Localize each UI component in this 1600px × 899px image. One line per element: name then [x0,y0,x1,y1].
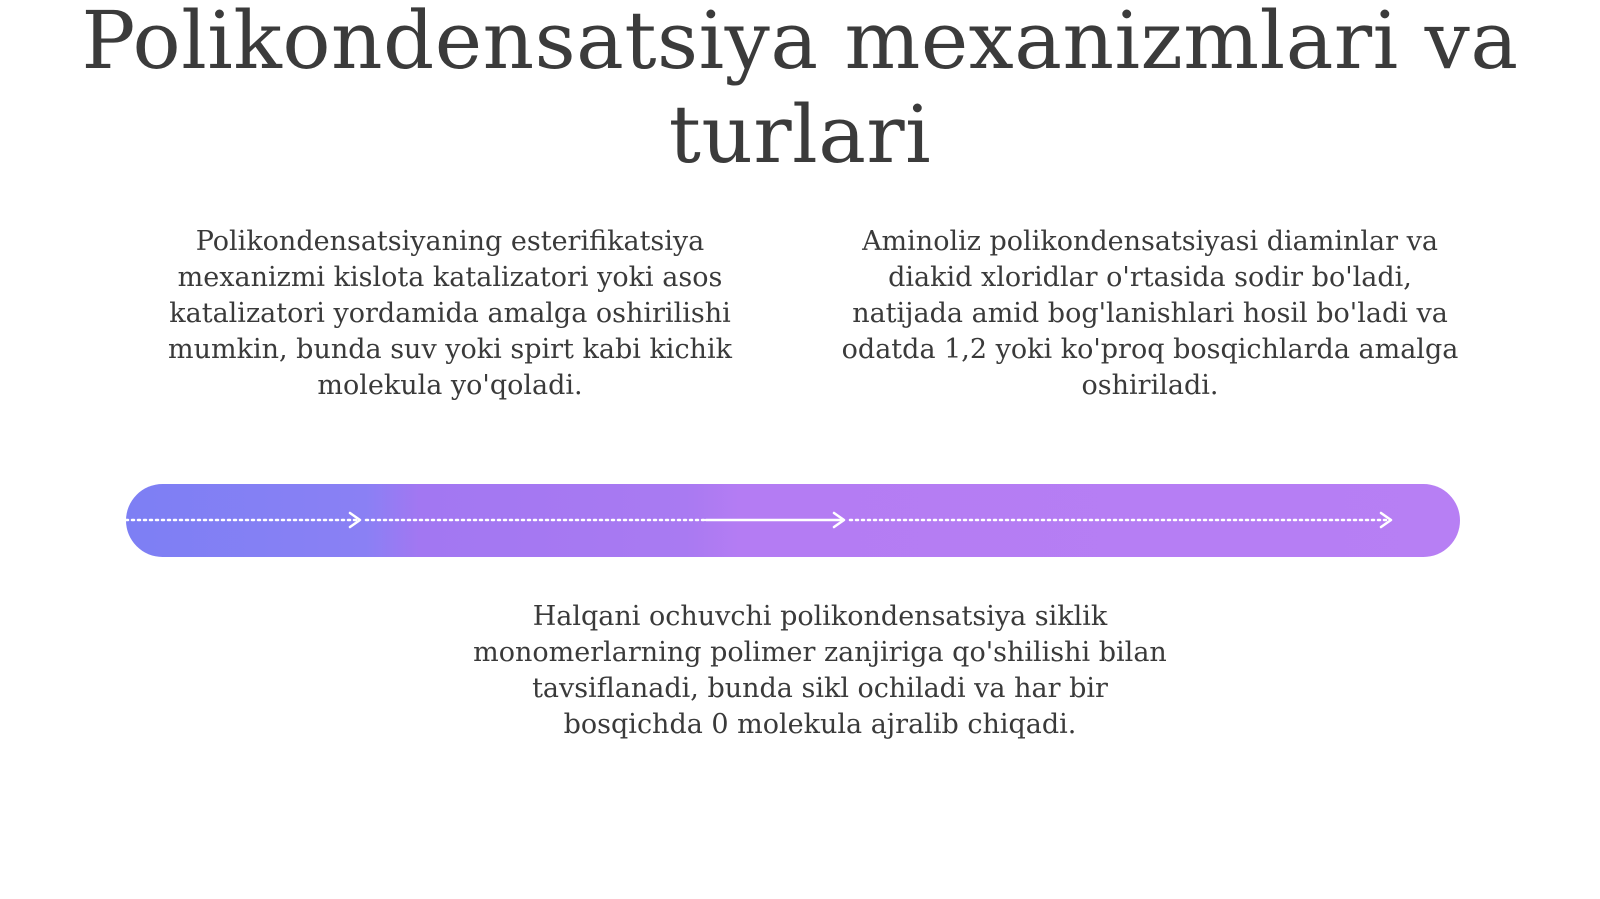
slide-title: Polikondensatsiya mexanizmlari va turlari [81,0,1519,181]
esterification-paragraph: Polikondensatsiyaning esterifikatsiya mexanizmi kislota katalizatori yoki asos katalizatori yordamida amalga oshirilishi mumkin, bunda suv yoki spirt kabi kichik molekula yo'qoladi. [168,226,732,401]
ring-opening-paragraph: Halqani ochuvchi polikondensatsiya siklik monomerlarning polimer zanjiriga qo'shilishi bilan tavsiflanadi, bunda sikl ochiladi va har bir bosqichda 0 molekula ajralib chiqadi. [473,601,1167,740]
aminolysis-paragraph: Aminoliz polikondensatsiyasi diaminlar va diakid xloridlar o'rtasida sodir bo'ladi, natijada amid bog'lanishlari hosil bo'ladi va odatda 1,2 yoki ko'proq bosqichlarda amalga oshiriladi. [841,226,1459,401]
timeline-bar [126,484,1460,557]
timeline-connector [126,484,1460,557]
